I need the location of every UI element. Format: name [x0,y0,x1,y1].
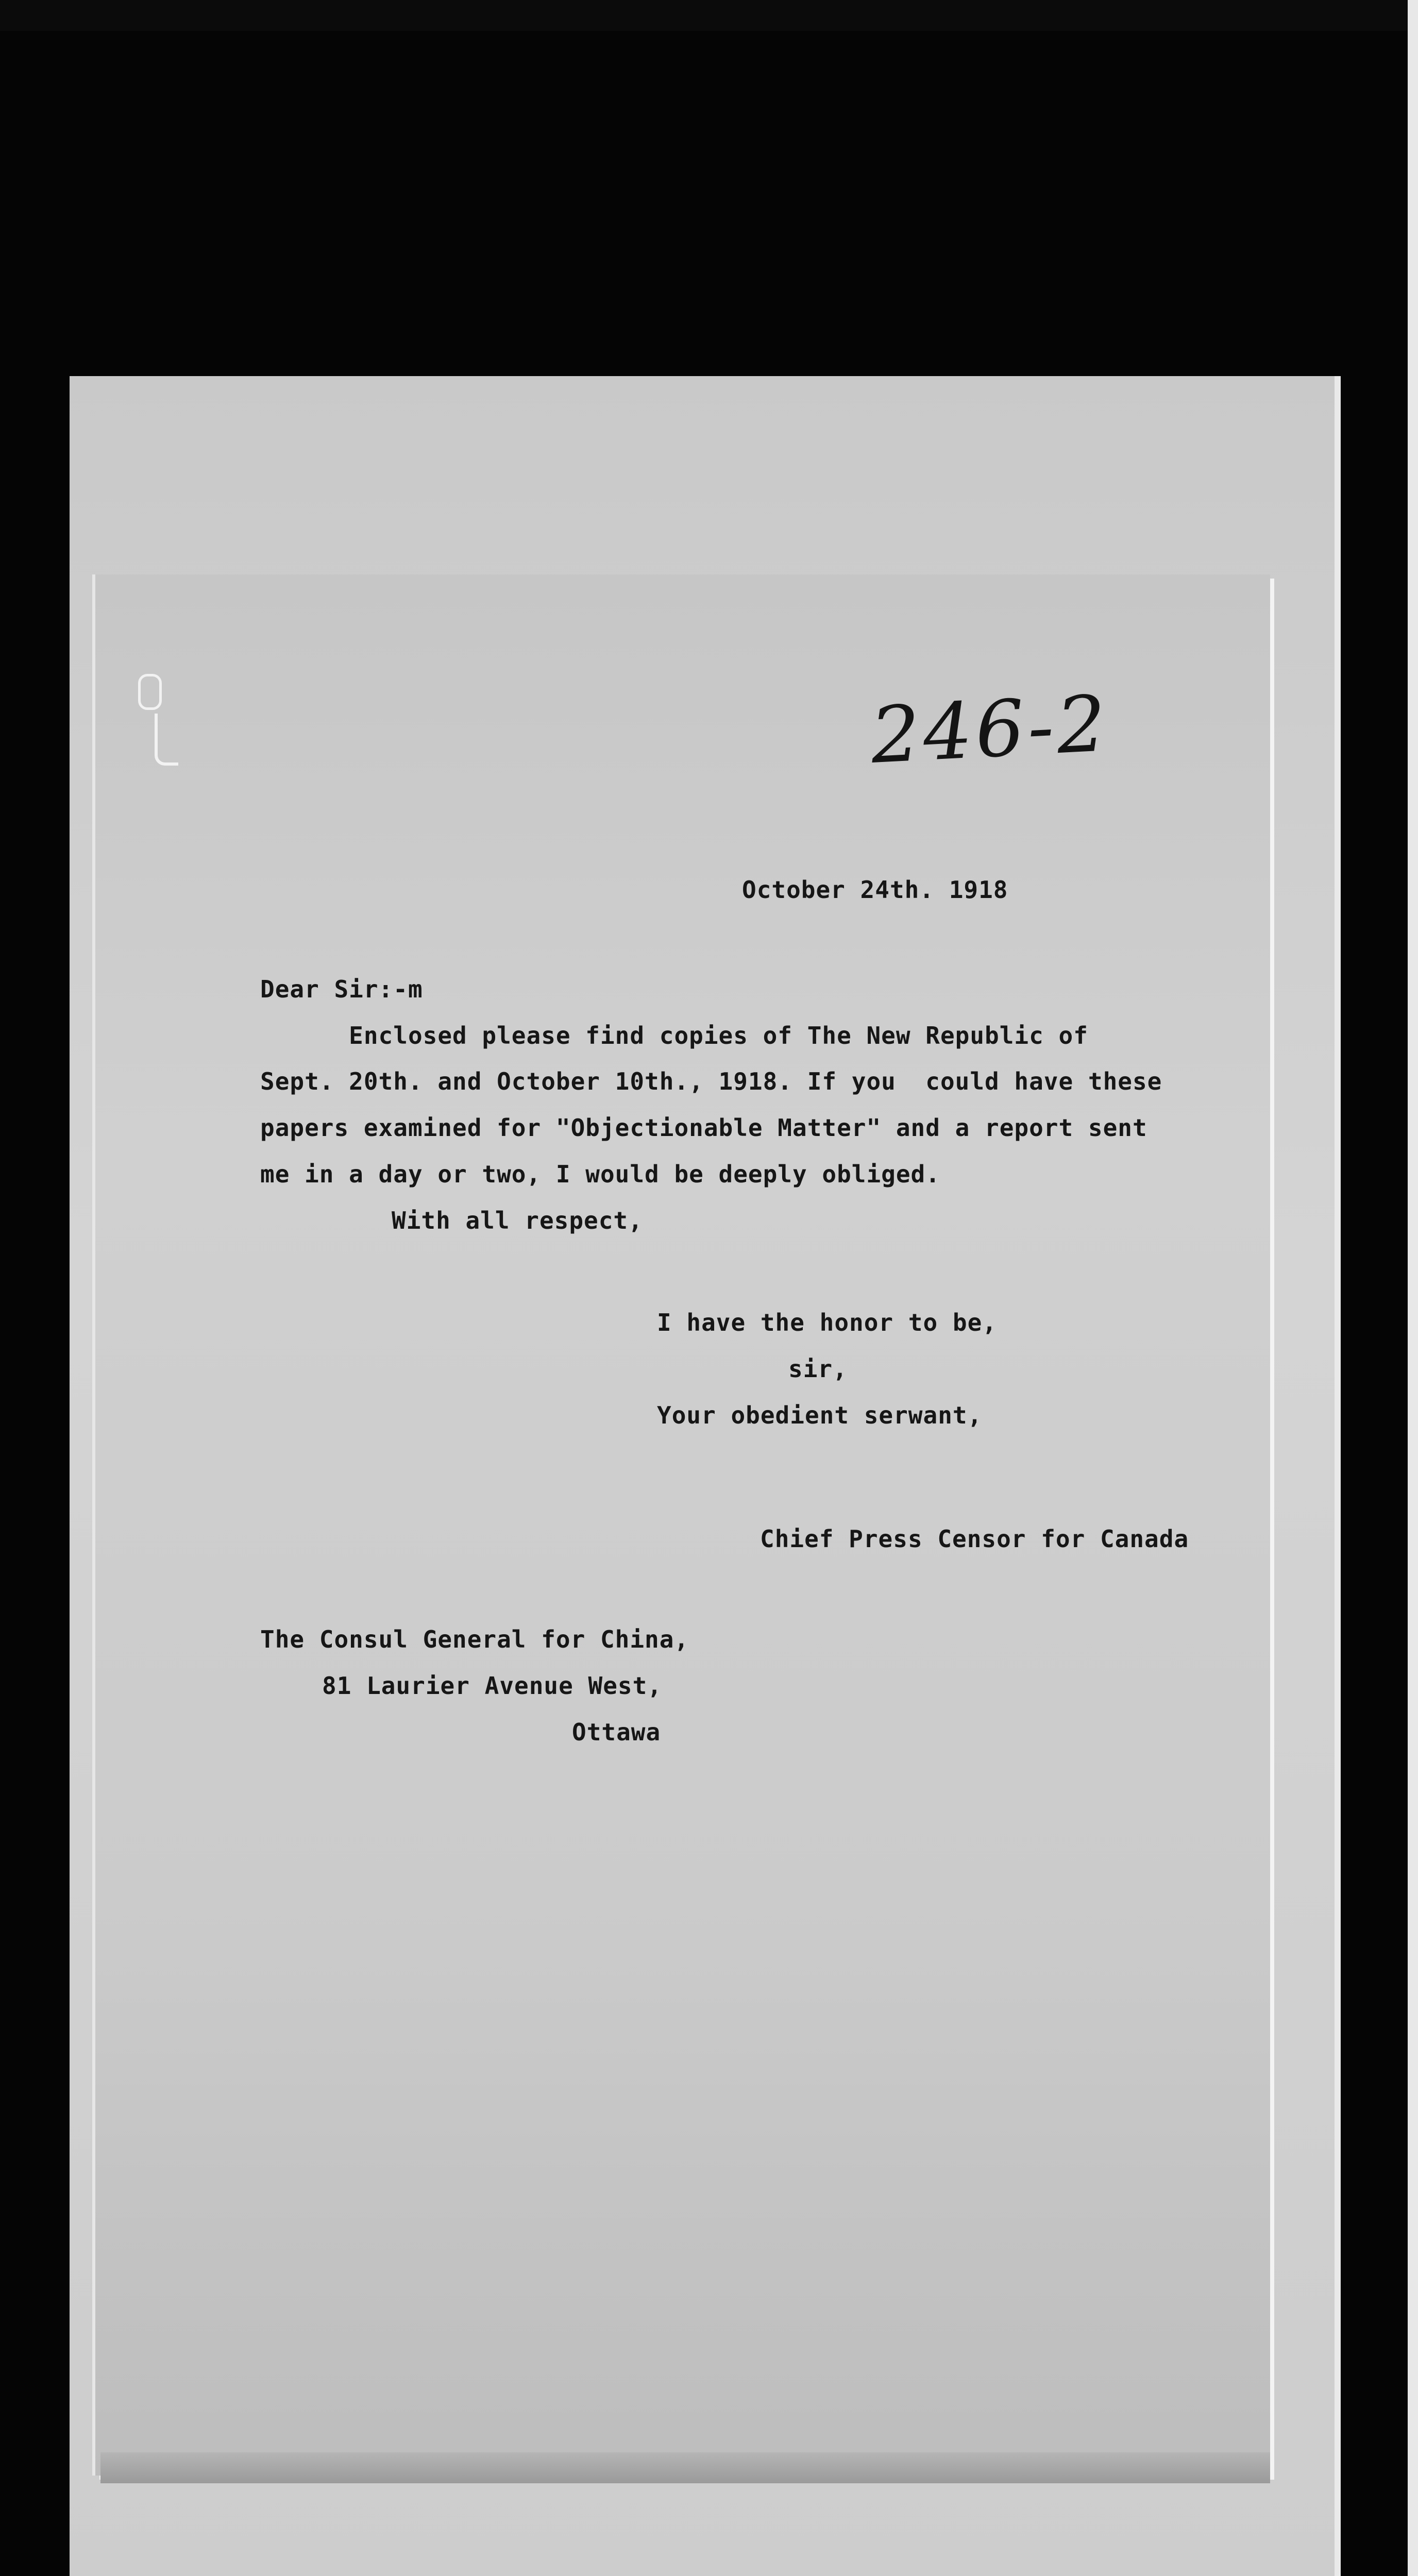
salutation: Dear Sir:-m [260,975,423,1003]
signature-title: Chief Press Censor for Canada [760,1525,1189,1553]
letter-bottom-fold [100,2452,1270,2483]
film-edge-top [0,0,1418,31]
address-line-3: Ottawa [572,1718,661,1746]
film-edge-right [1408,0,1418,2576]
closing-line-1: I have the honor to be, [657,1309,997,1336]
letter-date: October 24th. 1918 [742,876,1008,904]
address-line-2: 81 Laurier Avenue West, [322,1672,662,1700]
address-line-1: The Consul General for China, [260,1625,689,1653]
punch-hole-mark-lower [155,714,178,766]
punch-hole-mark [138,674,162,710]
body-line-3: papers examined for "Objectionable Matter" and a report sent [260,1114,1147,1142]
respect-line: With all respect, [392,1207,643,1234]
closing-line-2: sir, [788,1355,848,1383]
body-line-2: Sept. 20th. and October 10th., 1918. If you could have these [260,1067,1162,1095]
closing-line-3: Your obedient serwant, [657,1401,983,1429]
body-line-4: me in a day or two, I would be deeply obliged. [260,1160,940,1188]
body-line-1: Enclosed please find copies of The New Republic of [260,1022,1088,1049]
handwritten-file-number: 246-2 [868,679,1111,781]
